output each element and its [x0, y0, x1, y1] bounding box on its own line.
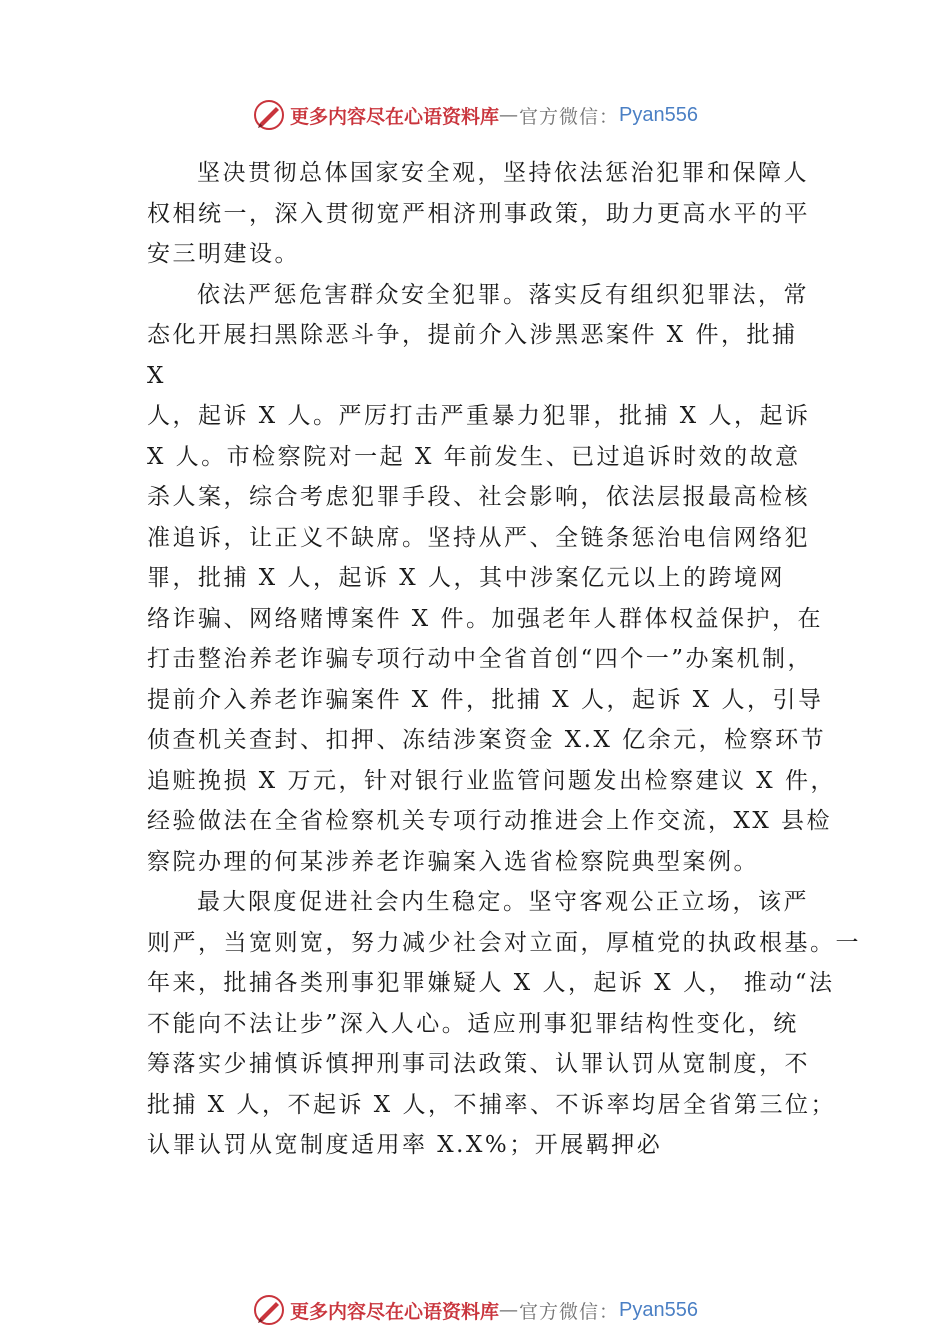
banner-wechat-id: Pyan556: [619, 103, 698, 126]
text-line: 侦查机关查封、扣押、冻结涉案资金 X.X 亿余元，检察环节: [147, 727, 827, 753]
text-line: 最大限度促进社会内生稳定。坚守客观公正立场，该严: [197, 889, 809, 915]
text-line: 提前介入养老诈骗案件 X 件，批捕 X 人，起诉 X 人，引导: [147, 686, 824, 713]
text-line: 安三明建设。: [147, 241, 300, 267]
text-line: 人，起诉 X 人。严厉打击严重暴力犯罪，批捕 X 人，起诉: [147, 403, 811, 429]
text-line: 察院办理的何某涉养老诈骗案入选省检察院典型案例。: [147, 848, 759, 875]
text-line: 批捕 X 人，不起诉 X 人，不捕率、不诉率均居全省第三位；: [147, 1091, 836, 1118]
banner-wechat-label: 官方微信：: [519, 1300, 620, 1323]
banner-separator: —: [499, 1299, 520, 1321]
text-line: 则严，当宽则宽，努力减少社会对立面，厚植党的执政根基。一: [147, 929, 861, 956]
text-line: 坚决贯彻总体国家安全观，坚持依法惩治犯罪和保障人: [197, 160, 809, 186]
text-line: 罪，批捕 X 人，起诉 X 人，其中涉案亿元以上的跨境网: [147, 565, 785, 591]
text-line: 络诈骗、网络赌博案件 X 件。加强老年人群体权益保护，在: [147, 605, 823, 632]
text-line: X: [147, 362, 166, 389]
pen-logo-icon: [252, 1293, 286, 1327]
paragraph-social-stability: [147, 882, 861, 1166]
document-body: [147, 153, 861, 1166]
text-line: 打击整治养老诈骗专项行动中全省首创“四个一”办案机制，: [147, 646, 814, 672]
pen-logo-icon: [252, 98, 286, 132]
text-line: 年来，批捕各类刑事犯罪嫌疑人 X 人，起诉 X 人， 推动“法: [147, 970, 835, 996]
text-line: 经验做法在全省检察机关专项行动推进会上作交流，XX 县检: [147, 808, 833, 834]
footer-banner: [0, 1290, 950, 1330]
text-line: 依法严惩危害群众安全犯罪。落实反有组织犯罪法，常: [197, 281, 809, 308]
banner-title: 更多内容尽在心语资料库: [290, 1300, 500, 1323]
text-line: X 人。市检察院对一起 X 年前发生、已过追诉时效的故意: [147, 443, 801, 470]
header-banner: [0, 95, 950, 135]
text-line: 筹落实少捕慎诉慎押刑事司法政策、认罪认罚从宽制度，不: [147, 1051, 810, 1077]
banner-wechat-label: 官方微信：: [519, 105, 620, 128]
text-line: 杀人案，综合考虑犯罪手段、社会影响，依法层报最高检核: [147, 484, 810, 510]
banner-separator: —: [499, 104, 520, 126]
text-line: 追赃挽损 X 万元，针对银行业监管问题发出检察建议 X 件，: [147, 767, 836, 794]
paragraph-national-security: [147, 153, 827, 275]
paragraph-punish-crimes: [147, 275, 836, 883]
text-line: 认罪认罚从宽制度适用率 X.X%；开展羁押必: [147, 1132, 663, 1158]
text-line: 态化开展扫黑除恶斗争，提前介入涉黑恶案件 X 件，批捕: [147, 322, 798, 348]
banner-wechat-id: Pyan556: [619, 1298, 698, 1321]
banner-title: 更多内容尽在心语资料库: [290, 105, 500, 128]
text-line: 准追诉，让正义不缺席。坚持从严、全链条惩治电信网络犯: [147, 524, 810, 551]
text-line: 不能向不法让步”深入人心。适应刑事犯罪结构性变化，统: [147, 1010, 799, 1037]
text-line: 权相统一，深入贯彻宽严相济刑事政策，助力更高水平的平: [147, 200, 810, 227]
